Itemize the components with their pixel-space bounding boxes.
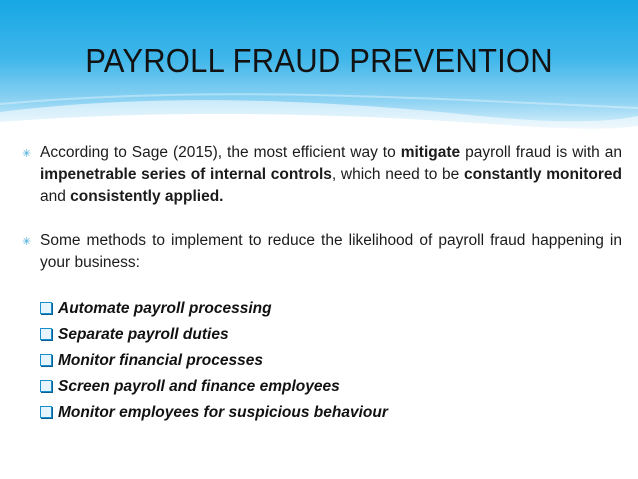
bold-segment: impenetrable series of internal controls <box>40 166 332 183</box>
bullet-text <box>40 142 622 208</box>
bullet-item <box>22 230 622 274</box>
checklist-label: Separate payroll duties <box>58 326 229 343</box>
methods-checklist <box>40 296 622 426</box>
asterisk-bullet-icon: ✳ <box>22 148 32 160</box>
checklist-item <box>40 322 622 348</box>
checklist-label: Automate payroll processing <box>58 300 272 317</box>
checkbox-bullet-icon <box>40 380 52 392</box>
checkbox-bullet-icon <box>40 354 52 366</box>
checklist-item <box>40 400 622 426</box>
checklist-item <box>40 374 622 400</box>
checklist-label: Monitor financial processes <box>58 352 263 369</box>
checkbox-bullet-icon <box>40 302 52 314</box>
bold-segment: constantly monitored <box>463 166 622 183</box>
checkbox-bullet-icon <box>40 406 52 418</box>
text-segment: According to Sage (2015), the most efficient way to <box>40 144 401 161</box>
asterisk-bullet-icon: ✳ <box>22 236 32 248</box>
bullet-text <box>40 230 622 274</box>
bullet-item <box>22 142 622 208</box>
checklist-item <box>40 296 622 322</box>
bold-segment: consistently applied. <box>70 188 224 205</box>
text-segment: Some methods to implement to reduce the likelihood of payroll fraud happening in your business: <box>40 232 622 271</box>
checklist-item <box>40 348 622 374</box>
checkbox-bullet-icon <box>40 328 52 340</box>
bold-segment: mitigate <box>400 144 461 161</box>
slide-body <box>22 138 622 426</box>
text-segment: payroll fraud is with an <box>460 144 622 161</box>
text-segment: , which need to be <box>331 166 464 183</box>
checklist-label: Screen payroll and finance employees <box>58 378 340 395</box>
header-banner <box>0 0 638 130</box>
text-segment: and <box>40 188 71 205</box>
slide-title: PAYROLL FRAUD PREVENTION <box>85 42 553 79</box>
checklist-label: Monitor employees for suspicious behaviour <box>58 404 388 421</box>
